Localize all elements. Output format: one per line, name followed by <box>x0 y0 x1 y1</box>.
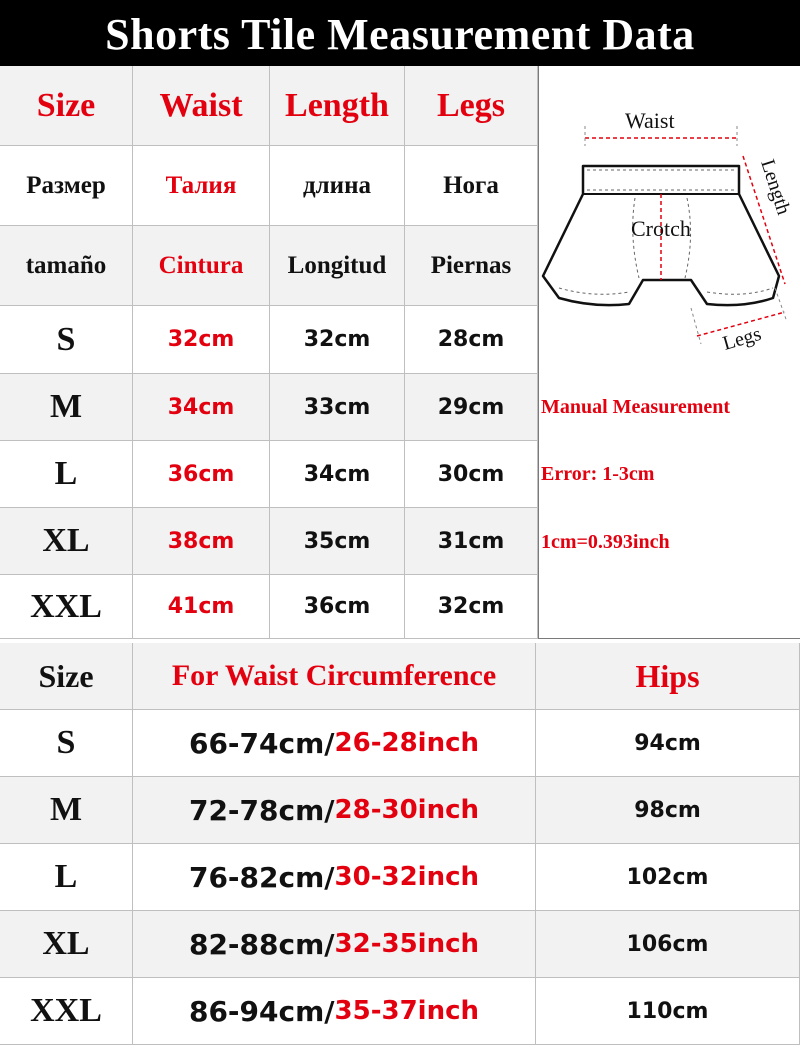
waist-circumference-cell <box>133 978 536 1045</box>
size-cell: XXL <box>0 978 133 1045</box>
waist-inch-value: 35-37inch <box>334 996 480 1026</box>
spanish-header-cell: Piernas <box>405 226 538 306</box>
hips-cell: 94cm <box>536 710 800 777</box>
waist-inch-value: 26-28inch <box>334 728 480 758</box>
length-cell: 32cm <box>270 306 405 374</box>
page-title: Shorts Tile Measurement Data <box>0 0 800 66</box>
header-cell: Legs <box>405 66 538 146</box>
waist-cell: 32cm <box>133 306 270 374</box>
russian-header-cell: Талия <box>133 146 270 226</box>
shorts-diagram <box>539 66 800 366</box>
size-cell: S <box>0 306 133 374</box>
waist-circumference-cell <box>133 911 536 978</box>
spanish-header-cell: tamaño <box>0 226 133 306</box>
hips-cell: 110cm <box>536 978 800 1045</box>
hips-cell: 102cm <box>536 844 800 911</box>
legs-cell: 29cm <box>405 374 538 441</box>
waist-cm-value: 72-78cm/ <box>188 793 335 827</box>
waist-circumference-cell <box>133 710 536 777</box>
russian-header-cell: длина <box>270 146 405 226</box>
waist-cm-value: 66-74cm/ <box>188 726 335 760</box>
header-cell: Length <box>270 66 405 146</box>
size-cell: XL <box>0 911 133 978</box>
header-waist-cell: For Waist Circumference <box>133 643 536 710</box>
header-size-cell: Size <box>0 643 133 710</box>
header-cell: Size <box>0 66 133 146</box>
note-manual-measurement: Manual Measurement <box>541 396 731 418</box>
size-cell: XXL <box>0 575 133 639</box>
note-error-margin: Error: 1-3cm <box>541 463 655 485</box>
crotch-label: Crotch <box>631 216 691 241</box>
size-cell: M <box>0 374 133 441</box>
waist-cell: 34cm <box>133 374 270 441</box>
length-cell: 35cm <box>270 508 405 575</box>
waist-inch-value: 32-35inch <box>334 929 480 959</box>
legs-label: Legs <box>720 322 764 355</box>
size-cell: S <box>0 710 133 777</box>
hips-cell: 98cm <box>536 777 800 844</box>
length-label: Length <box>756 156 795 218</box>
size-cell: XL <box>0 508 133 575</box>
note-unit-conversion: 1cm=0.393inch <box>541 531 670 553</box>
spanish-header-cell: Cintura <box>133 226 270 306</box>
size-cell: L <box>0 441 133 508</box>
legs-cell: 32cm <box>405 575 538 639</box>
waist-cell: 38cm <box>133 508 270 575</box>
waist-cell: 36cm <box>133 441 270 508</box>
waist-circumference-cell <box>133 777 536 844</box>
russian-header-cell: Нога <box>405 146 538 226</box>
spanish-header-cell: Longitud <box>270 226 405 306</box>
waist-cm-value: 86-94cm/ <box>188 994 335 1028</box>
header-hips-cell: Hips <box>536 643 800 710</box>
legs-cell: 30cm <box>405 441 538 508</box>
length-cell: 33cm <box>270 374 405 441</box>
size-cell: M <box>0 777 133 844</box>
length-cell: 34cm <box>270 441 405 508</box>
waist-inch-value: 28-30inch <box>334 795 480 825</box>
size-cell: L <box>0 844 133 911</box>
russian-header-cell: Размер <box>0 146 133 226</box>
waist-cell: 41cm <box>133 575 270 639</box>
length-cell: 36cm <box>270 575 405 639</box>
waist-inch-value: 30-32inch <box>334 862 480 892</box>
legs-cell: 28cm <box>405 306 538 374</box>
hips-cell: 106cm <box>536 911 800 978</box>
waist-cm-value: 76-82cm/ <box>188 860 335 894</box>
waist-circumference-cell <box>133 844 536 911</box>
waist-cm-value: 82-88cm/ <box>188 927 335 961</box>
waist-label: Waist <box>625 108 675 133</box>
legs-cell: 31cm <box>405 508 538 575</box>
header-cell: Waist <box>133 66 270 146</box>
